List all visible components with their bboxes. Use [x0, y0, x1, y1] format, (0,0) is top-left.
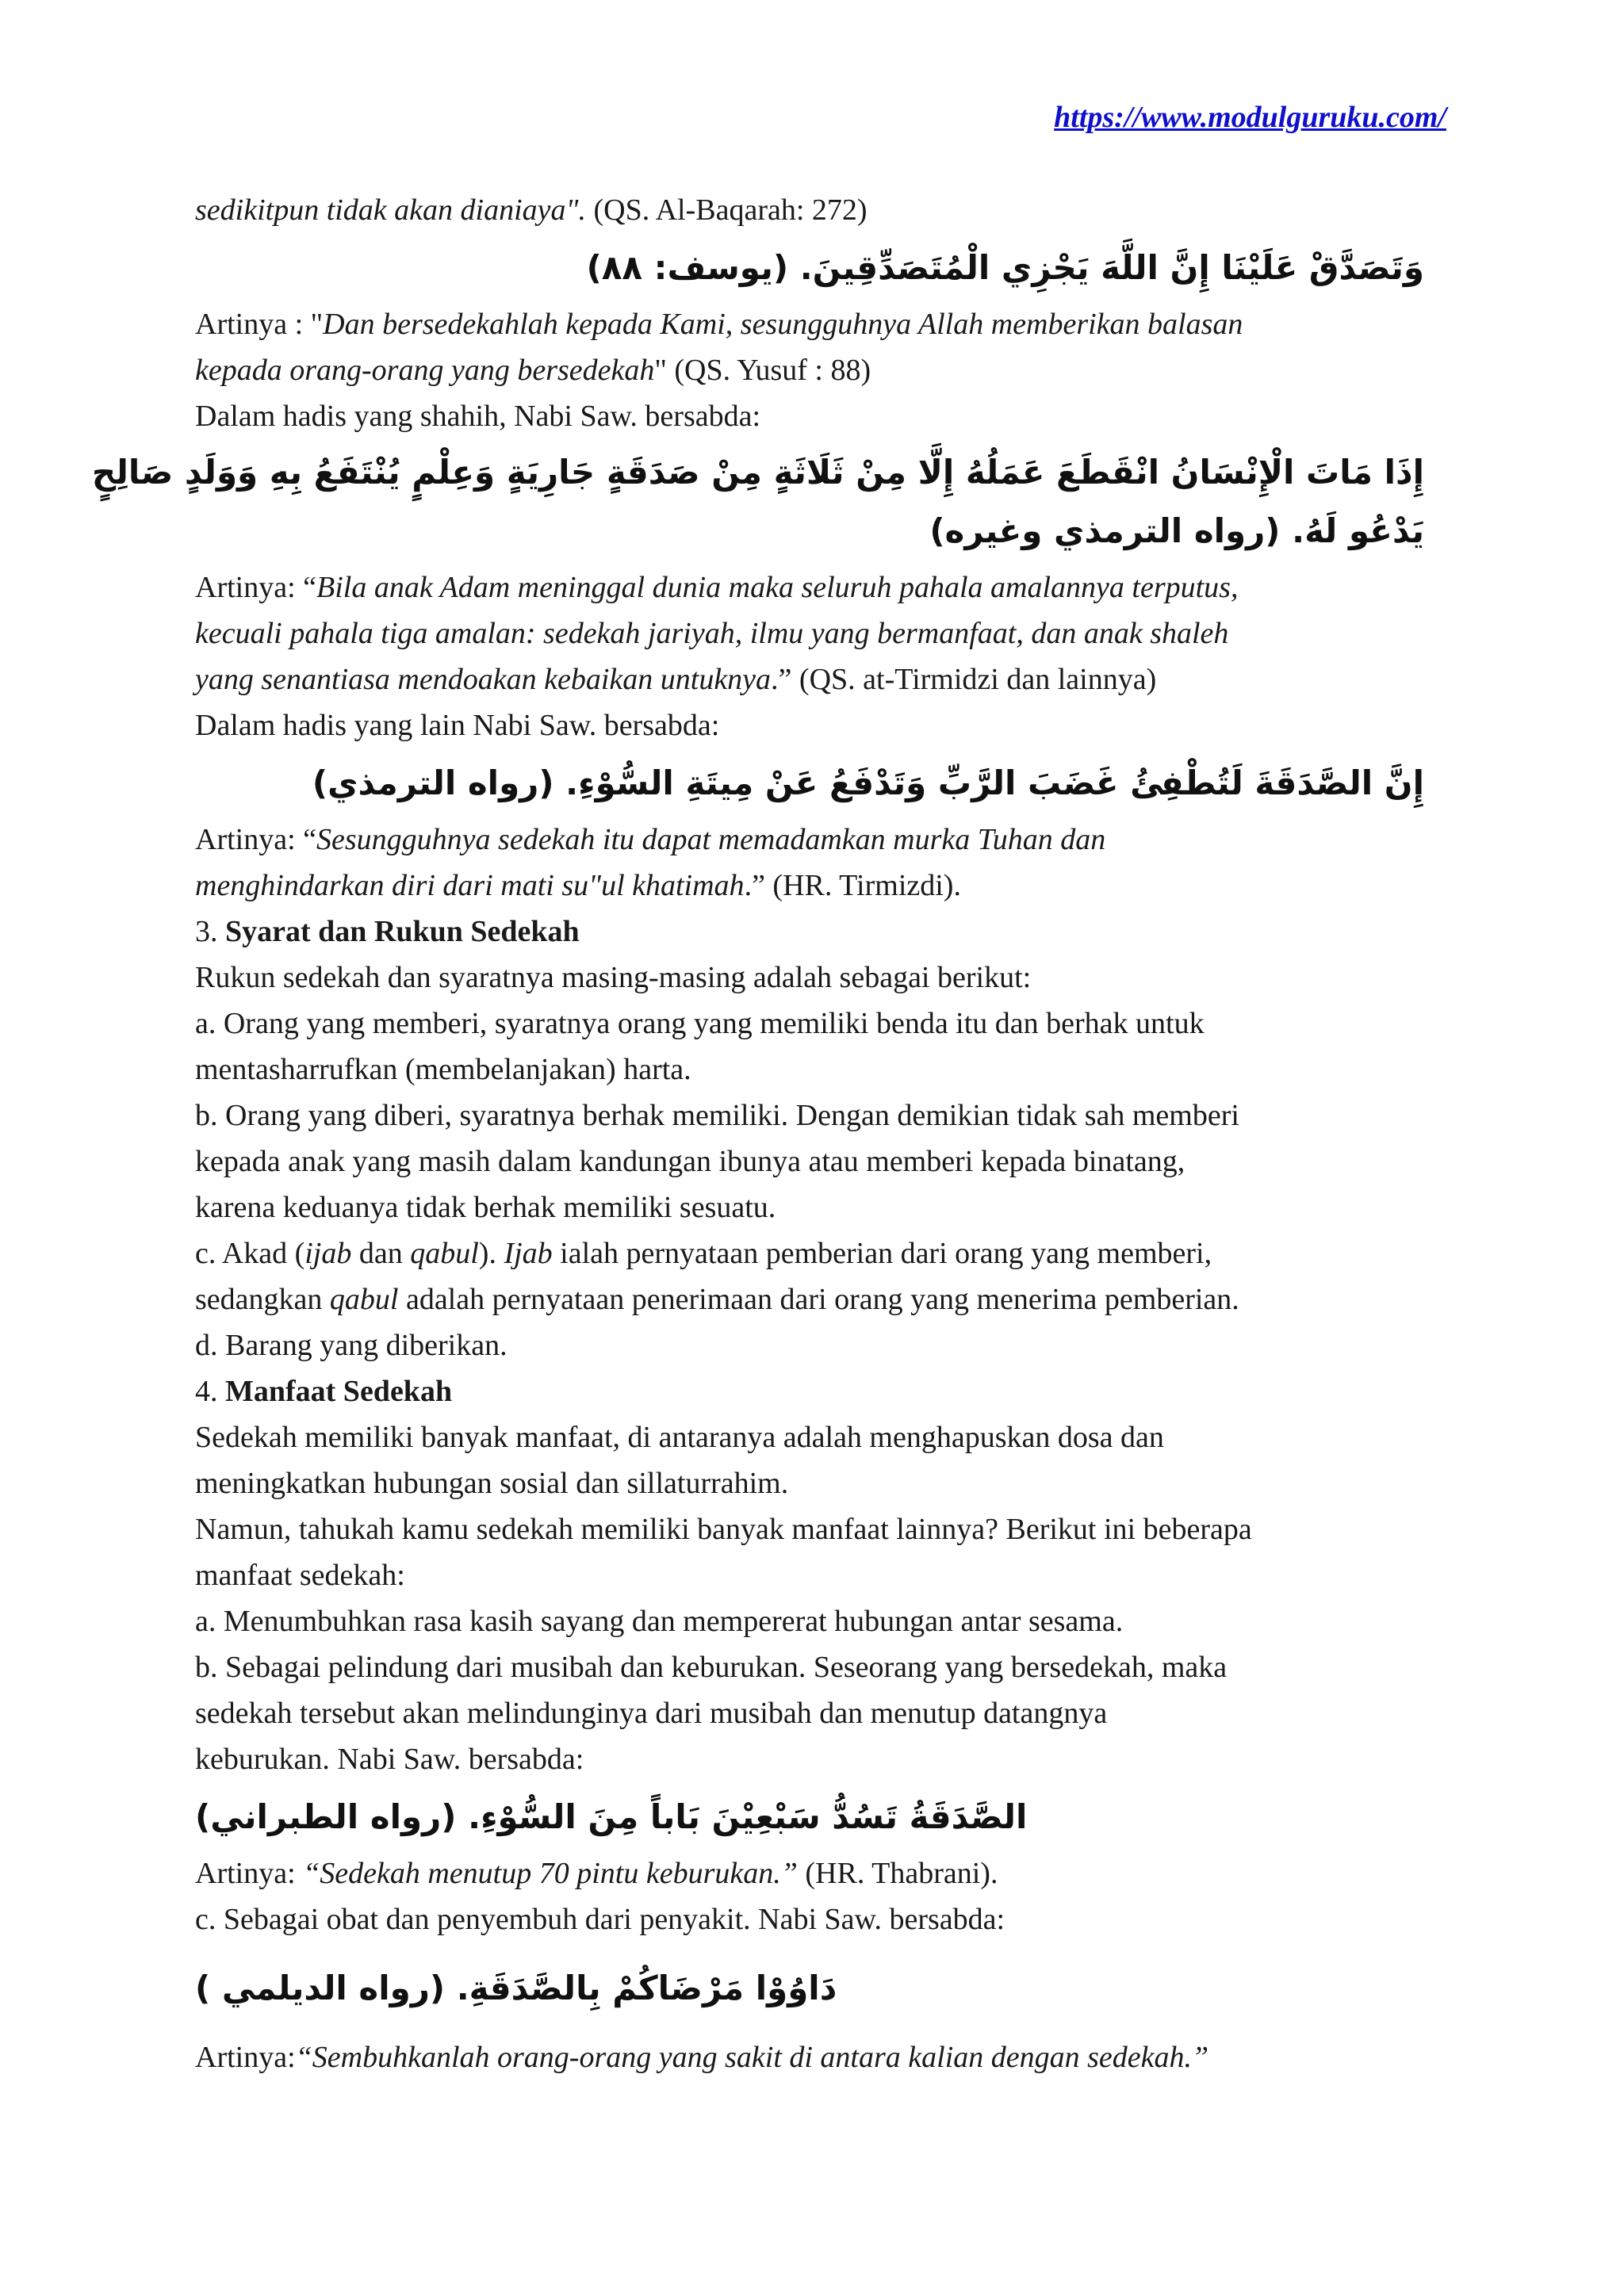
- text-line: b. Orang yang diberi, syaratnya berhak memiliki. Dengan demikian tidak sah memberi: [195, 1099, 1239, 1132]
- text-line: Dalam hadis yang lain Nabi Saw. bersabda:: [195, 709, 720, 742]
- text-line: kecuali pahala tiga amalan: sedekah jariyah, ilmu yang bermanfaat, dan anak shaleh: [195, 617, 1229, 650]
- text-line: keburukan. Nabi Saw. bersabda:: [195, 1743, 584, 1776]
- section-heading-4: 4. Manfaat Sedekah: [195, 1375, 453, 1408]
- text-line: Namun, tahukah kamu sedekah memiliki banyak manfaat lainnya? Berikut ini beberapa: [195, 1513, 1252, 1546]
- text-line: sedekah tersebut akan melindunginya dari musibah dan menutup datangnya: [195, 1697, 1108, 1730]
- text-line: d. Barang yang diberikan.: [195, 1329, 508, 1362]
- arabic-verse-yusuf: وَتَصَدَّقْ عَلَيْنَا إِنَّ اللَّهَ يَجْزِي الْمُتَصَدِّقِينَ. (يوسف: ٨٨): [586, 248, 1424, 287]
- section-heading-3: 3. Syarat dan Rukun Sedekah: [195, 915, 580, 948]
- text-line: Sedekah memiliki banyak manfaat, di antaranya adalah menghapuskan dosa dan: [195, 1421, 1164, 1454]
- text-line: c. Sebagai obat dan penyembuh dari penyakit. Nabi Saw. bersabda:: [195, 1903, 1005, 1936]
- text-line: b. Sebagai pelindung dari musibah dan keburukan. Seseorang yang bersedekah, maka: [195, 1651, 1228, 1684]
- text-line: c. Akad (ijab dan qabul). Ijab ialah pernyataan pemberian dari orang yang memberi,: [195, 1237, 1212, 1270]
- arabic-hadith-thabrani: الصَّدَقَةُ تَسُدُّ سَبْعِيْنَ بَاباً مِنَ السُّوْءِ. (رواه الطبراني): [195, 1797, 1028, 1836]
- text-line: karena keduanya tidak berhak memiliki sesuatu.: [195, 1191, 776, 1224]
- arabic-hadith-line-1: إِذَا مَاتَ الْإِنْسَانُ انْقَطَعَ عَمَلُهُ إِلَّا مِنْ ثَلَاثَةٍ مِنْ صَدَقَةٍ جَارِيَةٍ وَعِلْمٍ يُنْتَفَعُ بِهِ وَوَلَدٍ صَالِحٍ: [91, 453, 1424, 492]
- text-line: sedangkan qabul adalah pernyataan penerimaan dari orang yang menerima pemberian.: [195, 1283, 1239, 1316]
- document-body: [91, 187, 1432, 2080]
- text-line: manfaat sedekah:: [195, 1559, 405, 1592]
- text-line: a. Orang yang memberi, syaratnya orang yang memiliki benda itu dan berhak untuk: [195, 1007, 1205, 1040]
- text-line: Artinya : "Dan bersedekahlah kepada Kami, sesungguhnya Allah memberikan balasan: [195, 308, 1243, 341]
- arabic-hadith-dailami: دَاوُوْا مَرْضَاكُمْ بِالصَّدَقَةِ. (رواه الديلمي ): [195, 1969, 837, 2007]
- text-line: yang senantiasa mendoakan kebaikan untuknya.” (QS. at-Tirmidzi dan lainnya): [195, 663, 1157, 696]
- text-line: Artinya: “Bila anak Adam meninggal dunia maka seluruh pahala amalannya terputus,: [195, 571, 1239, 604]
- text-line: Dalam hadis yang shahih, Nabi Saw. bersabda:: [195, 400, 761, 433]
- arabic-hadith-tirmidzi: إِنَّ الصَّدَقَةَ لَتُطْفِئُ غَضَبَ الرَّبِّ وَتَدْفَعُ عَنْ مِيتَةِ السُّوْءِ. (رواه الترمذي): [312, 763, 1424, 802]
- text-line: menghindarkan diri dari mati su"ul khatimah.” (HR. Tirmizdi).: [195, 869, 961, 902]
- text-line: kepada anak yang masih dalam kandungan ibunya atau memberi kepada binatang,: [195, 1145, 1185, 1178]
- text-line: Artinya: “Sedekah menutup 70 pintu keburukan.” (HR. Thabrani).: [195, 1857, 998, 1890]
- text-line: sedikitpun tidak akan dianiaya". (QS. Al-Baqarah: 272): [195, 193, 868, 227]
- text-line: a. Menumbuhkan rasa kasih sayang dan mempererat hubungan antar sesama.: [195, 1605, 1124, 1638]
- text-line: meningkatkan hubungan sosial dan sillaturrahim.: [195, 1467, 789, 1500]
- text-line: Artinya:“Sembuhkanlah orang-orang yang sakit di antara kalian dengan sedekah.”: [195, 2041, 1209, 2074]
- text-line: Artinya: “Sesungguhnya sedekah itu dapat memadamkan murka Tuhan dan: [195, 823, 1106, 856]
- text-line: Rukun sedekah dan syaratnya masing-masing adalah sebagai berikut:: [195, 961, 1032, 994]
- header-url-link[interactable]: https://www.modulguruku.com/: [1054, 101, 1446, 134]
- text-line: kepada orang-orang yang bersedekah" (QS. Yusuf : 88): [195, 354, 871, 387]
- text-line: mentasharrufkan (membelanjakan) harta.: [195, 1053, 691, 1086]
- arabic-hadith-line-2: يَدْعُو لَهُ. (رواه الترمذي وغيره): [929, 511, 1424, 550]
